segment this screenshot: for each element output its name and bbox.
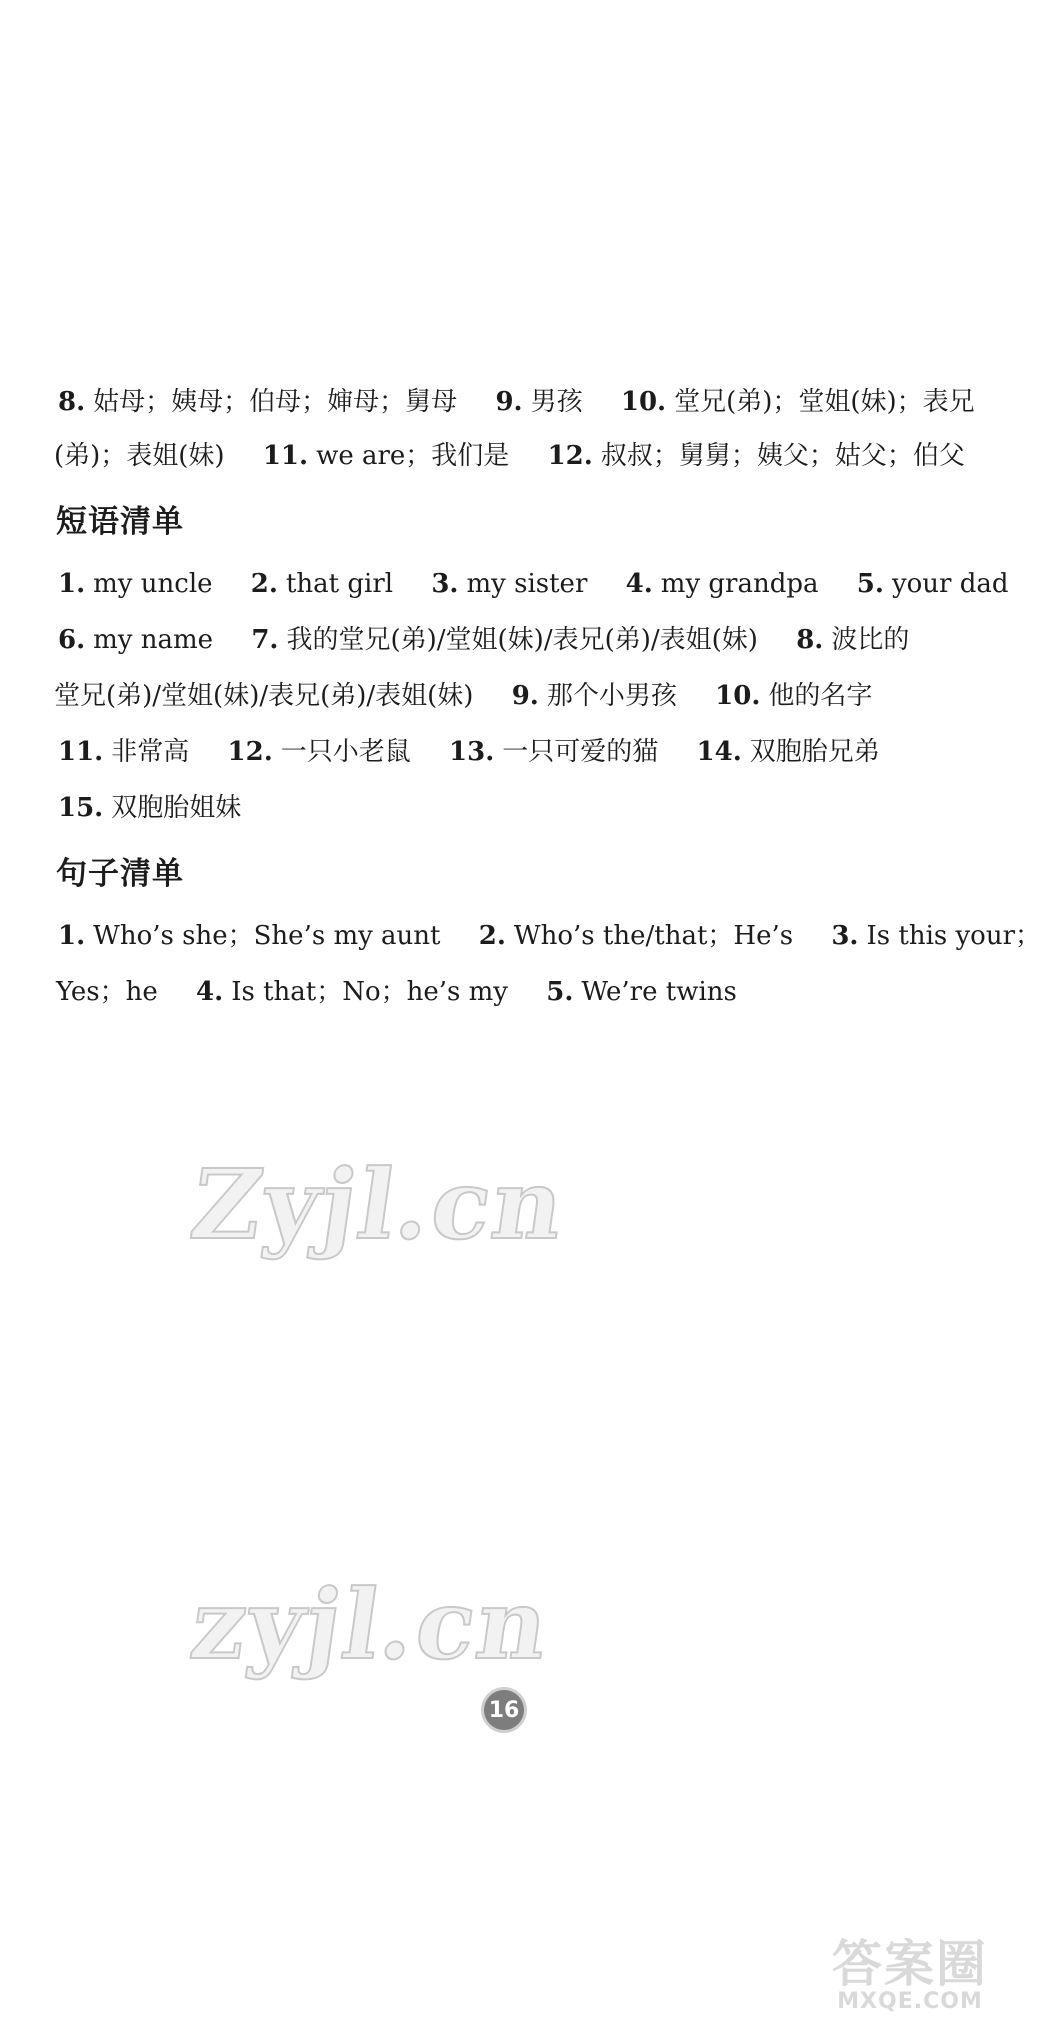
corner-logo (832, 1935, 988, 2014)
answer-line: 1. Who’s she；She’s my aunt 2. Who’s the/that；He’s 3. Is this your； (58, 921, 1041, 951)
watermark: zyjl.cn (184, 1568, 558, 1681)
answer-line: 11. 非常高 12. 一只小老鼠 13. 一只可爱的猫 14. 双胞胎兄弟 (58, 737, 880, 767)
section-title-sentences: 句子清单 (56, 856, 184, 892)
corner-logo-url: MXQE.COM (837, 1989, 983, 2014)
answer-line: 堂兄(弟)/堂姐(妹)/表兄(弟)/表姐(妹) 9. 那个小男孩 10. 他的名字 (54, 681, 873, 711)
answer-line: 1. my uncle 2. that girl 3. my sister 4. my grandpa 5. your dad (58, 569, 1009, 599)
answer-line: Yes；he 4. Is that；No；he’s my 5. We’re twins (56, 977, 737, 1007)
section-title-phrases: 短语清单 (56, 504, 184, 540)
answer-line: 15. 双胞胎姐妹 (58, 793, 242, 823)
answer-line: 6. my name 7. 我的堂兄(弟)/堂姐(妹)/表兄(弟)/表姐(妹) 8. 波比的 (58, 625, 910, 655)
corner-logo-text: 答案圈 (832, 1935, 988, 1993)
answer-line: (弟)；表姐(妹) 11. we are；我们是 12. 叔叔；舅舅；姨父；姑父；伯父 (54, 441, 965, 471)
answer-line: 8. 姑母；姨母；伯母；婶母；舅母 9. 男孩 10. 堂兄(弟)；堂姐(妹)；表兄 (58, 387, 975, 417)
watermark: Zyjl.cn (184, 1148, 573, 1261)
page-number-badge: 16 (484, 1690, 524, 1730)
